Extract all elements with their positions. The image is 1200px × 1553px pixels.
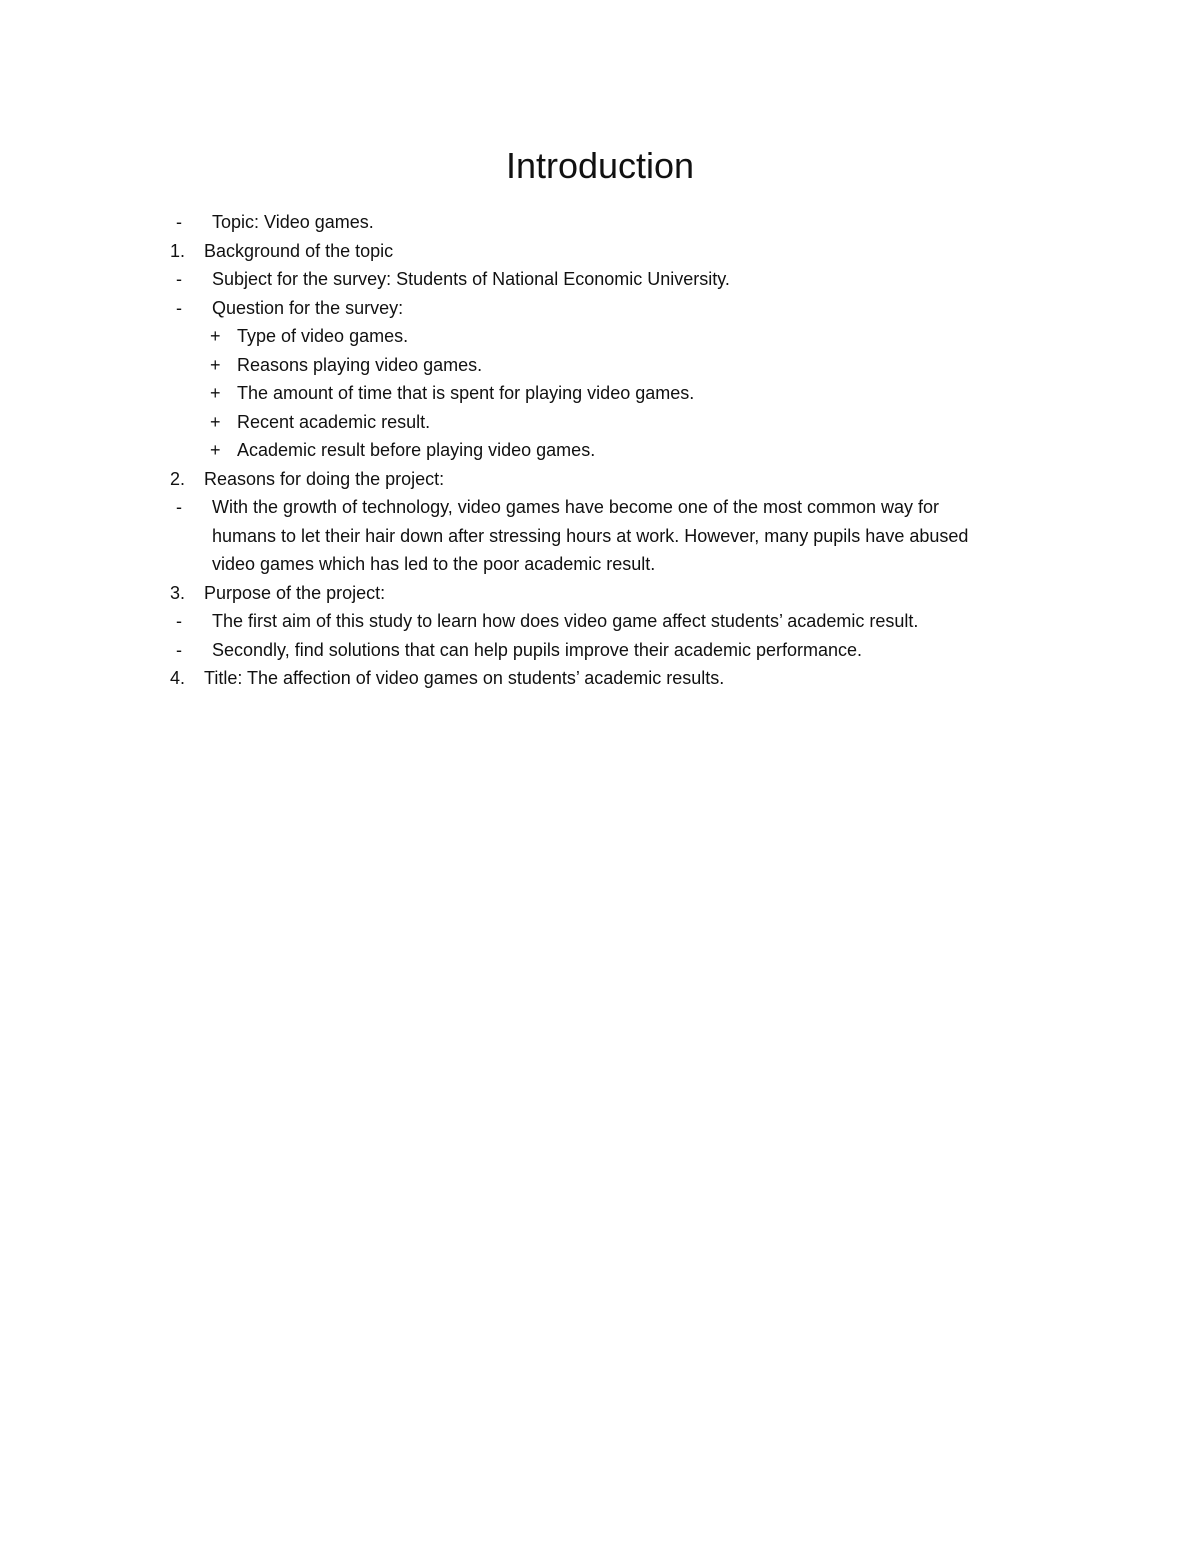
list-item — [0, 436, 1200, 465]
list-item — [0, 322, 1200, 351]
list-item-text: The amount of time that is spent for playing video games. — [237, 383, 695, 403]
list-item — [0, 465, 1200, 494]
list-item — [0, 351, 1200, 380]
bullet-dash: - — [176, 611, 182, 631]
bullet-plus: + — [210, 354, 221, 375]
list-item — [0, 636, 1200, 665]
list-item — [0, 664, 1200, 693]
bullet-plus: + — [210, 326, 221, 346]
bullet-dash: - — [176, 212, 182, 232]
list-item-text: Secondly, find solutions that can help pupils improve their academic performance. — [212, 639, 863, 660]
bullet-plus: + — [210, 411, 221, 432]
list-item-text: Question for the survey: — [212, 297, 404, 318]
list-item-continuation — [0, 550, 1200, 579]
list-number: 4. — [170, 668, 186, 688]
list-item — [0, 294, 1200, 323]
bullet-dash: - — [176, 639, 182, 660]
list-item — [0, 208, 1200, 237]
list-item — [0, 579, 1200, 608]
list-item-text: Type of video games. — [237, 326, 409, 346]
list-item-text: Reasons for doing the project: — [204, 468, 445, 489]
list-item — [0, 265, 1200, 294]
bullet-dash: - — [176, 269, 182, 289]
page-title: Introduction — [505, 145, 695, 186]
list-item-text: The first aim of this study to learn how does video game affect students’ academic result. — [212, 611, 919, 631]
list-item-text: Topic: Video games. — [212, 212, 374, 232]
list-item-text: Recent academic result. — [237, 411, 431, 432]
bullet-plus: + — [210, 440, 221, 460]
list-item — [0, 379, 1200, 408]
bullet-dash: - — [176, 497, 182, 517]
list-item-text-line: video games which has led to the poor academic result. — [212, 554, 656, 574]
list-item — [0, 408, 1200, 437]
bullet-plus: + — [210, 383, 221, 403]
list-item-text: Background of the topic — [204, 240, 394, 261]
list-item — [0, 607, 1200, 636]
outline-list — [0, 208, 1200, 693]
list-number: 1. — [170, 240, 186, 261]
bullet-dash: - — [176, 297, 182, 318]
list-number: 2. — [170, 468, 186, 489]
list-item-text: Reasons playing video games. — [237, 354, 483, 375]
list-item — [0, 237, 1200, 266]
list-number: 3. — [170, 582, 186, 603]
list-item-continuation — [0, 522, 1200, 551]
list-item-text: Title: The affection of video games on students’ academic results. — [204, 668, 725, 688]
list-item-text: Academic result before playing video games. — [237, 440, 596, 460]
list-item-text: Purpose of the project: — [204, 582, 386, 603]
list-item-text-line: humans to let their hair down after stressing hours at work. However, many pupils have abused — [212, 525, 969, 546]
list-item-text: Subject for the survey: Students of National Economic University. — [212, 269, 730, 289]
list-item-text-line: With the growth of technology, video games have become one of the most common way for — [212, 497, 940, 517]
list-item — [0, 493, 1200, 522]
